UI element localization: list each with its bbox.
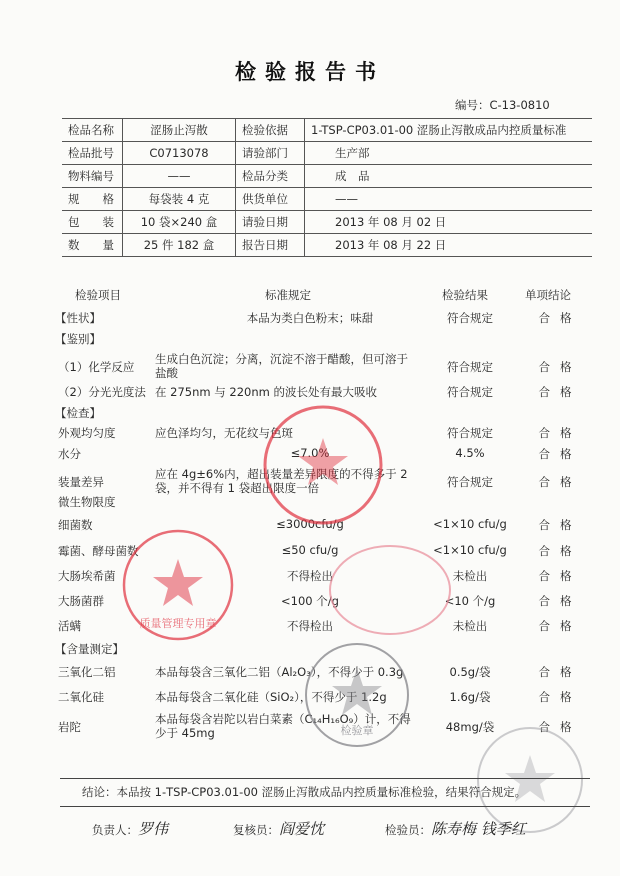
svg-text:质量管理专用章: 质量管理专用章 <box>139 617 217 630</box>
result-value: 符合规定 <box>447 426 493 440</box>
item-name: （1）化学反应 <box>58 360 135 374</box>
field-value: —— <box>305 188 593 211</box>
conclusion-value: 合格 <box>538 594 582 608</box>
item-name: 三氧化二铝 <box>58 665 116 679</box>
conclusion-value: 合格 <box>538 385 582 399</box>
field-value: 1-TSP-CP03.01-00 涩肠止泻散成品内控质量标准 <box>305 119 593 142</box>
conclusion-value: 合格 <box>538 426 582 440</box>
standard-text: 本品每袋含岩陀以岩白菜素（C₁₄H₁₆O₉）计，不得少于 45mg <box>155 712 411 740</box>
field-value: 成 品 <box>305 165 593 188</box>
field-value: —— <box>123 165 236 188</box>
header-standard: 标准规定 <box>265 288 311 302</box>
field-label: 检品批号 <box>62 142 123 165</box>
result-value: <1×10 cfu/g <box>433 543 507 557</box>
field-label: 包 装 <box>62 211 123 234</box>
reviewer-label: 复核员： <box>233 823 279 837</box>
item-name: （2）分光光度法 <box>58 385 146 399</box>
standard-text: 不得检出 <box>287 619 333 633</box>
field-label: 请验部门 <box>236 142 305 165</box>
item-name: 二氧化硅 <box>58 690 104 704</box>
item-name: 大肠埃希菌 <box>58 569 116 583</box>
quality-management-stamp <box>118 525 238 645</box>
field-value: 涩肠止泻散 <box>123 119 236 142</box>
result-value: 0.5g/袋 <box>449 665 491 679</box>
conclusion-value: 合格 <box>538 690 582 704</box>
header-item: 检验项目 <box>75 288 121 302</box>
conclusion-value: 合格 <box>538 569 582 583</box>
standard-text: 本品每袋含三氧化二铝（Al₂O₃），不得少于 0.3g <box>155 665 404 679</box>
info-table <box>62 118 592 257</box>
field-label: 请验日期 <box>236 211 305 234</box>
standard-text: 应色泽均匀，无花纹与色斑 <box>155 426 293 440</box>
item-name: 活螨 <box>58 619 81 633</box>
conclusion-value: 合格 <box>538 665 582 679</box>
document-number: 编号：C-13-0810 <box>455 98 550 112</box>
info-row <box>62 165 592 188</box>
conclusion-value: 合格 <box>538 360 582 374</box>
standard-text: 生成白色沉淀；分离，沉淀不溶于醋酸，但可溶于盐酸 <box>155 352 408 380</box>
section-heading: 【性状】 <box>55 311 101 325</box>
divider-bottom <box>60 806 590 807</box>
info-row <box>62 211 592 234</box>
header-conclusion: 单项结论 <box>525 288 571 302</box>
item-name: 水分 <box>58 447 81 461</box>
result-value: 符合规定 <box>447 360 493 374</box>
info-row <box>62 119 592 142</box>
field-label: 物料编号 <box>62 165 123 188</box>
standard-text: ≤7.0% <box>290 446 330 460</box>
item-name: 外观均匀度 <box>58 426 116 440</box>
conclusion-value: 合格 <box>538 447 582 461</box>
field-label: 数 量 <box>62 234 123 257</box>
result-value: 1.6g/袋 <box>449 690 491 704</box>
section-heading: 【鉴别】 <box>55 332 101 346</box>
result-value: 符合规定 <box>447 311 493 325</box>
standard-text: 本品为类白色粉末；味甜 <box>246 311 374 325</box>
conclusion-value: 合格 <box>538 475 582 489</box>
item-name: 装量差异 <box>58 475 104 489</box>
divider-top <box>60 778 590 779</box>
info-row <box>62 188 592 211</box>
result-value: 未检出 <box>452 569 488 583</box>
conclusion-value: 合格 <box>538 720 582 734</box>
red-seal-stamp <box>258 400 388 530</box>
result-value: 48mg/袋 <box>445 720 495 734</box>
standard-text: 应在 4g±6%内，超出装量差异限度的不得多于 2 袋，并不得有 1 袋超出限度一倍 <box>155 467 408 495</box>
conclusion-value: 合格 <box>538 518 582 532</box>
result-value: 未检出 <box>452 619 488 633</box>
responsible-name: 罗伟 <box>138 820 169 838</box>
field-label: 检品名称 <box>62 119 123 142</box>
pink-oval-stamp <box>325 540 455 640</box>
result-value: 4.5% <box>455 446 485 460</box>
section-heading: 【检查】 <box>55 406 101 420</box>
report-title: 检验报告书 <box>235 60 385 84</box>
reviewer-name: 阎爱忱 <box>279 820 325 838</box>
standard-text: ≤50 cfu/g <box>281 543 339 557</box>
info-row <box>62 142 592 165</box>
inspector-name: 陈寿梅 钱季红 <box>431 820 526 838</box>
field-value: 2013 年 08 月 22 日 <box>305 234 593 257</box>
info-row <box>62 234 592 257</box>
responsible-label: 负责人： <box>92 823 138 837</box>
conclusion-value: 合格 <box>538 311 582 325</box>
reviewer-signature <box>233 818 324 839</box>
inspector-signature <box>385 818 526 839</box>
standard-text: 本品每袋含二氧化硅（SiO₂），不得少于 1.2g <box>155 690 387 704</box>
inspector-label: 检验员： <box>385 823 431 837</box>
item-name: 大肠菌群 <box>58 594 104 608</box>
field-value: C0713078 <box>123 142 236 165</box>
field-label: 报告日期 <box>236 234 305 257</box>
standard-text: <100 个/g <box>281 594 339 608</box>
field-label: 规 格 <box>62 188 123 211</box>
conclusion-value: 合格 <box>538 544 582 558</box>
result-value: <10 个/g <box>444 594 496 608</box>
header-result: 检验结果 <box>442 288 488 302</box>
responsible-signature <box>92 818 168 839</box>
item-name: 微生物限度 <box>58 495 116 509</box>
item-name: 霉菌、酵母菌数 <box>58 544 139 558</box>
field-value: 25 件 182 盒 <box>123 234 236 257</box>
inspection-stamp <box>302 640 412 750</box>
field-value: 2013 年 08 月 02 日 <box>305 211 593 234</box>
conclusion-value: 合格 <box>538 619 582 633</box>
field-label: 检验依据 <box>236 119 305 142</box>
conclusion-text: 结论：本品按 1-TSP-CP03.01-00 涩肠止泻散成品内控质量标准检验，结果符合规定。 <box>82 785 527 799</box>
standard-text: 在 275nm 与 220nm 的波长处有最大吸收 <box>155 385 378 399</box>
field-label: 检品分类 <box>236 165 305 188</box>
standard-text: ≤3000cfu/g <box>276 517 344 531</box>
result-value: 符合规定 <box>447 385 493 399</box>
svg-text:检验章: 检验章 <box>340 724 374 737</box>
field-value: 每袋装 4 克 <box>123 188 236 211</box>
item-name: 细菌数 <box>58 518 93 532</box>
field-value: 10 袋×240 盒 <box>123 211 236 234</box>
standard-text: 不得检出 <box>287 569 333 583</box>
result-value: <1×10 cfu/g <box>433 517 507 531</box>
section-heading: 【含量测定】 <box>55 642 124 656</box>
item-name: 岩陀 <box>58 720 81 734</box>
field-label: 供货单位 <box>236 188 305 211</box>
field-value: 生产部 <box>305 142 593 165</box>
result-value: 符合规定 <box>447 475 493 489</box>
